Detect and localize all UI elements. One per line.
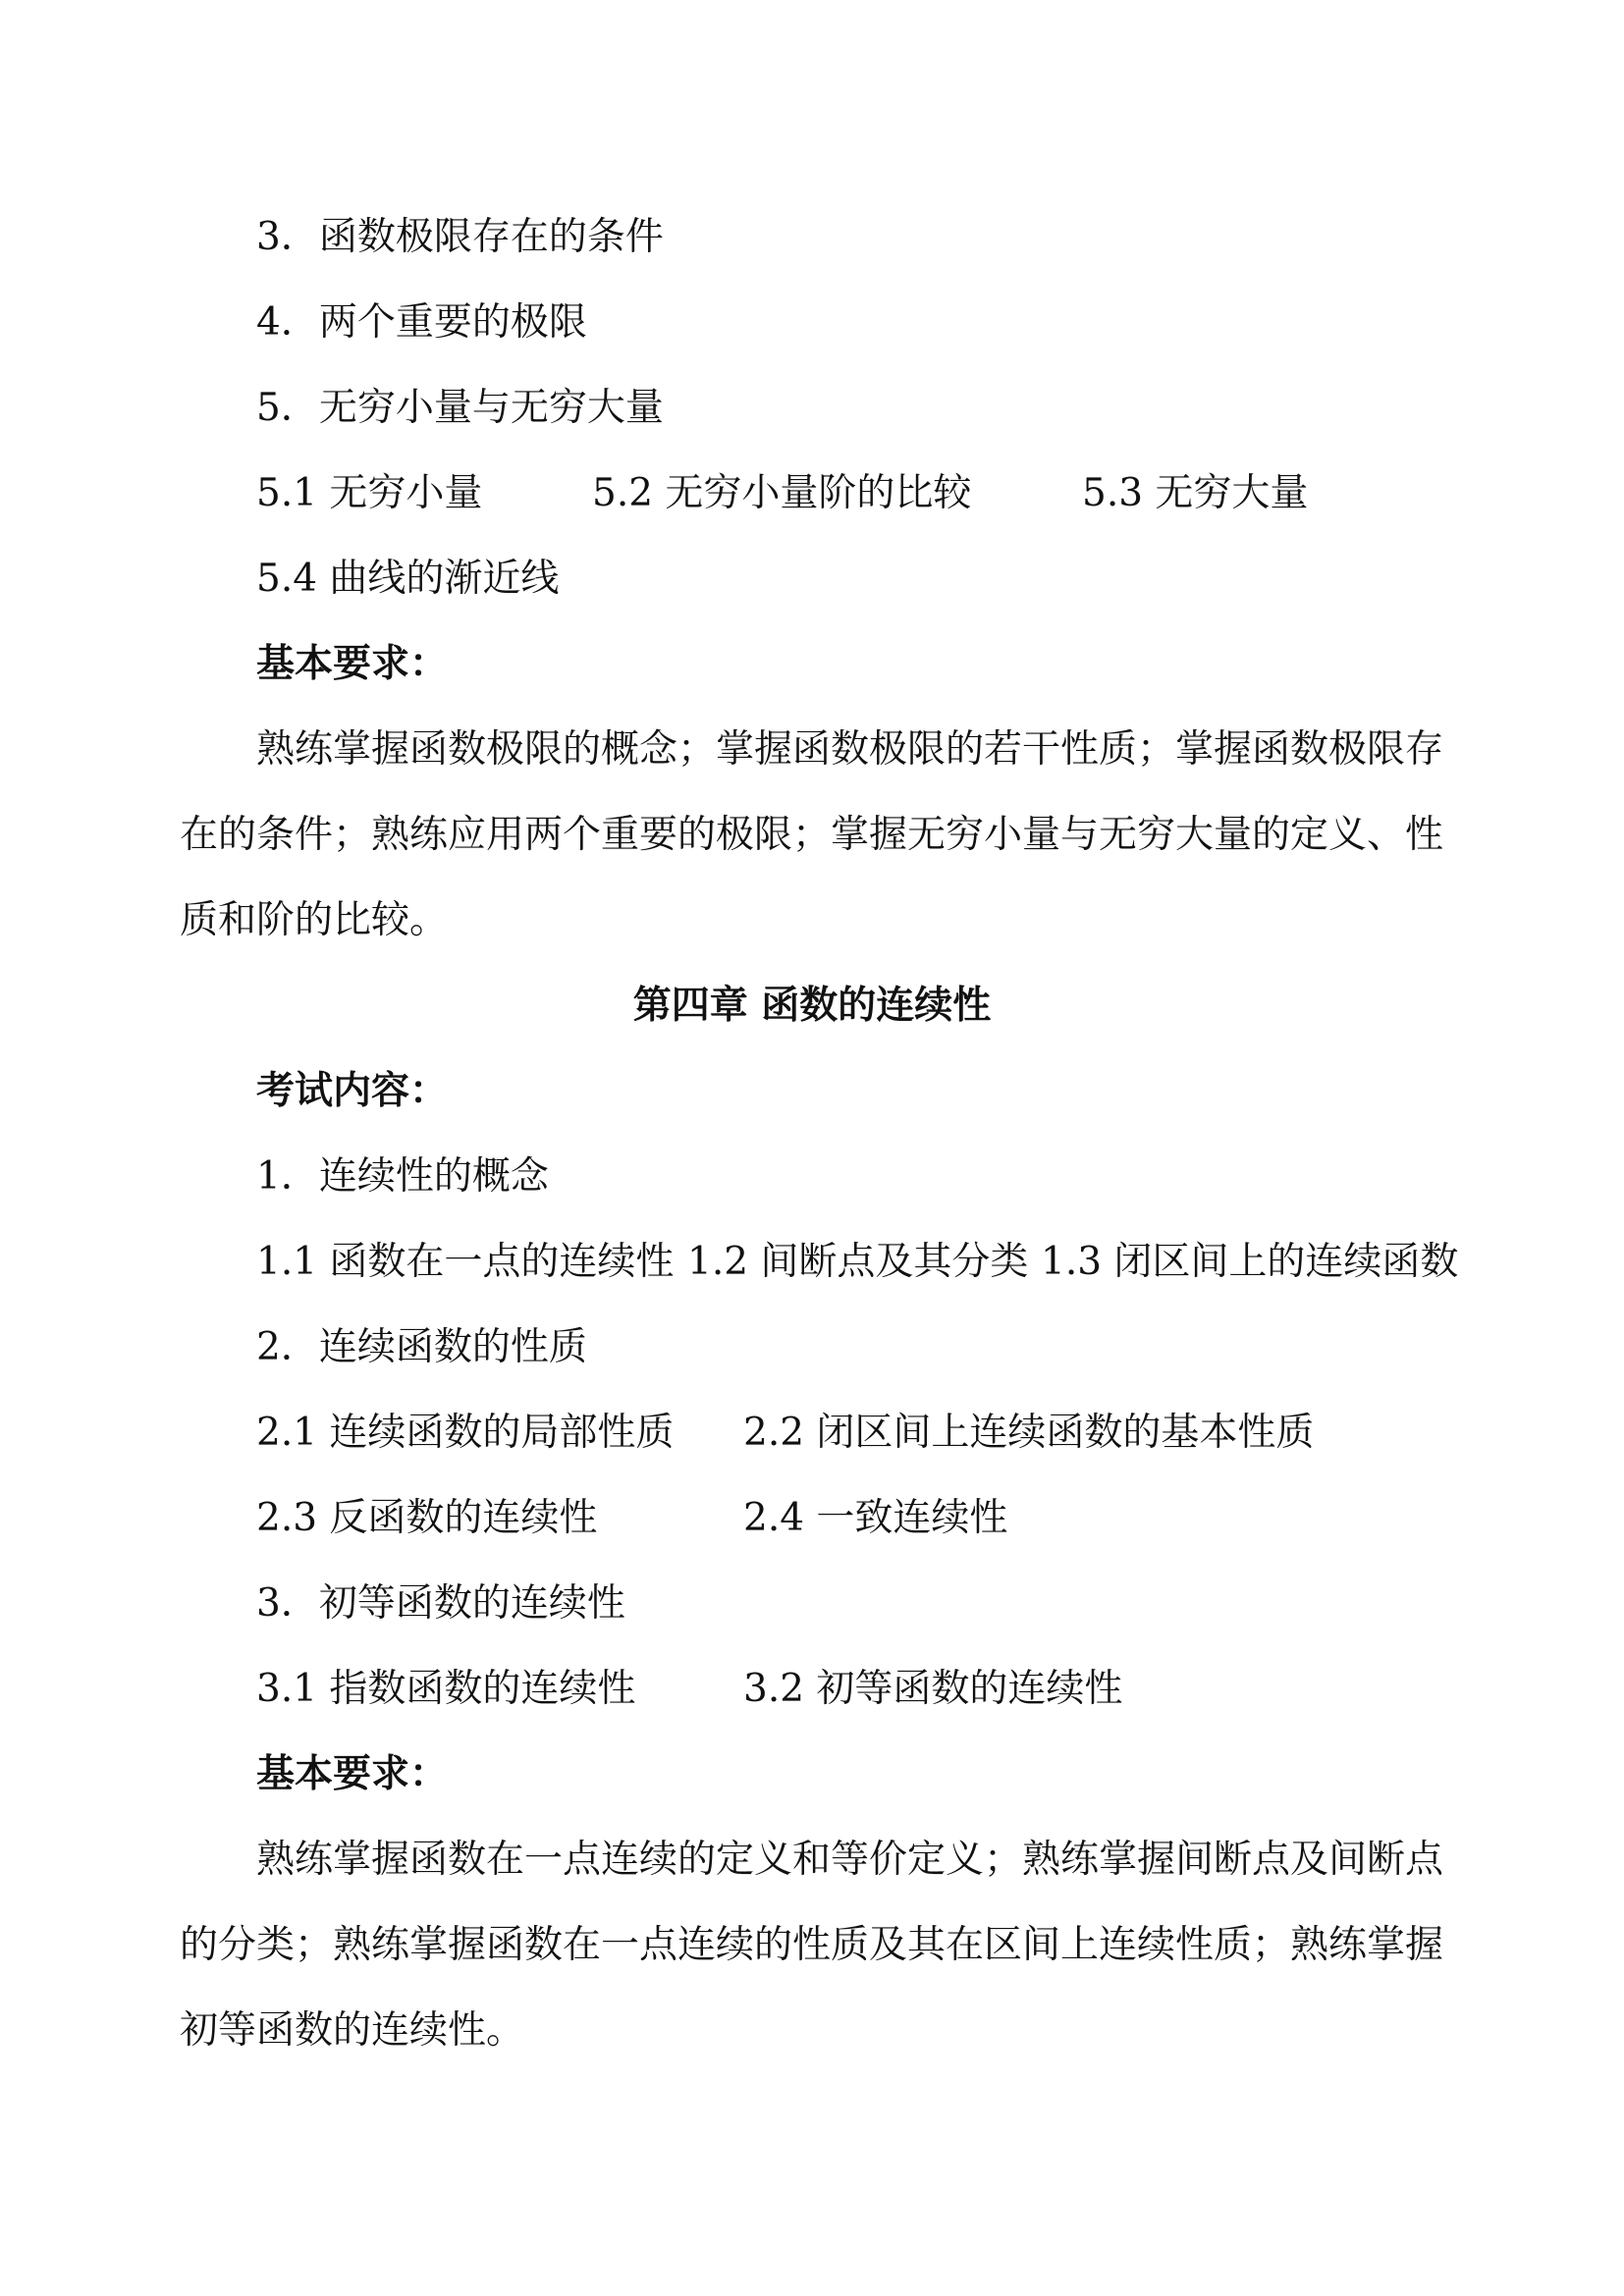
- sub-item-2-3: 2.3 反函数的连续性: [256, 1496, 598, 1540]
- sub-item-3-1: 3.1 指数函数的连续性: [256, 1667, 636, 1711]
- sub-item-2-4: 2.4 一致连续性: [743, 1496, 1008, 1540]
- sub-item-row: [0, 464, 1624, 523]
- sub-item-row: [0, 550, 1624, 609]
- item-continuous-function-properties: 2．连续函数的性质: [256, 1325, 587, 1369]
- requirements-text-line: 初等函数的连续性。: [180, 2008, 525, 2053]
- chapter-title-row: [0, 977, 1624, 1036]
- chapter-title: 第四章 函数的连续性: [632, 984, 992, 1028]
- item-limit-existence-conditions: 3．函数极限存在的条件: [256, 215, 664, 259]
- list-item: [0, 1575, 1624, 1633]
- sub-item-5-1: 5.1 无穷小量: [256, 471, 483, 515]
- list-item: [0, 379, 1624, 438]
- requirements-heading: 基本要求：: [256, 642, 449, 686]
- exam-content-heading: 考试内容：: [256, 1069, 449, 1113]
- requirements-text-line: 熟练掌握函数在一点连续的定义和等价定义；熟练掌握间断点及间断点: [256, 1838, 1444, 1882]
- sub-item-2-1: 2.1 连续函数的局部性质: [256, 1411, 675, 1455]
- item-two-important-limits: 4．两个重要的极限: [256, 300, 587, 345]
- sub-item-5-4: 5.4 曲线的渐近线: [256, 557, 560, 601]
- paragraph-line: [0, 806, 1624, 865]
- sub-item-row: [0, 1660, 1624, 1719]
- requirements-text-line: 在的条件；熟练应用两个重要的极限；掌握无穷小量与无穷大量的定义、性: [180, 813, 1444, 857]
- list-item: [0, 1148, 1624, 1206]
- item-infinitesimal-infinity: 5．无穷小量与无穷大量: [256, 386, 664, 430]
- paragraph-line: [0, 1831, 1624, 1890]
- requirements-text-line: 质和阶的比较。: [180, 898, 449, 942]
- sub-item-1-2: 1.2 间断点及其分类: [687, 1240, 1029, 1284]
- sub-item-1-1: 1.1 函数在一点的连续性: [256, 1240, 675, 1284]
- requirements-text-line: 的分类；熟练掌握函数在一点连续的性质及其在区间上连续性质；熟练掌握: [180, 1923, 1444, 1967]
- section-heading: [0, 1062, 1624, 1121]
- sub-item-row: [0, 1233, 1624, 1292]
- sub-item-5-2: 5.2 无穷小量阶的比较: [592, 471, 972, 515]
- sub-item-5-3: 5.3 无穷大量: [1082, 471, 1309, 515]
- section-heading: [0, 1745, 1624, 1804]
- requirements-text-line: 熟练掌握函数极限的概念；掌握函数极限的若干性质；掌握函数极限存: [256, 727, 1444, 772]
- item-continuity-concept: 1．连续性的概念: [256, 1154, 549, 1199]
- paragraph-line: [0, 891, 1624, 950]
- paragraph-line: [0, 721, 1624, 779]
- sub-item-2-2: 2.2 闭区间上连续函数的基本性质: [743, 1411, 1315, 1455]
- requirements-heading: 基本要求：: [256, 1752, 449, 1796]
- list-item: [0, 208, 1624, 267]
- paragraph-line: [0, 2002, 1624, 2060]
- item-elementary-function-continuity: 3．初等函数的连续性: [256, 1581, 625, 1626]
- sub-item-row: [0, 1404, 1624, 1463]
- paragraph-line: [0, 1916, 1624, 1975]
- sub-item-3-2: 3.2 初等函数的连续性: [743, 1667, 1123, 1711]
- list-item: [0, 294, 1624, 352]
- list-item: [0, 1318, 1624, 1377]
- sub-item-row: [0, 1489, 1624, 1548]
- sub-item-1-3: 1.3 闭区间上的连续函数: [1041, 1240, 1459, 1284]
- section-heading: [0, 635, 1624, 694]
